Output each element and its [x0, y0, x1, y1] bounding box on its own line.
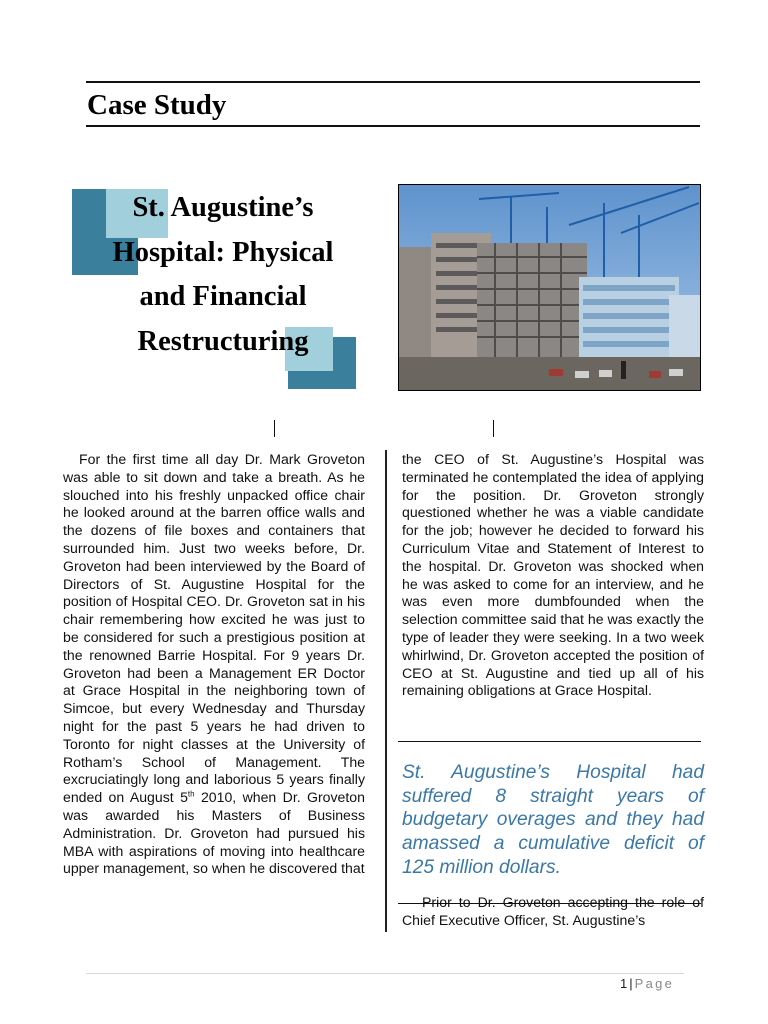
- construction-photo-illustration: [399, 185, 701, 391]
- body-left-column: [63, 451, 365, 878]
- body-right-column-bottom: Prior to Dr. Groveton accepting the role of Chief Executive Officer, St. Augustine’s: [402, 894, 704, 928]
- footer-rule: [86, 973, 684, 974]
- page-footer: [620, 976, 674, 991]
- column-marker-left: [274, 420, 275, 437]
- body-left-text-1: For the first time all day Dr. Mark Groveton was able to sit down and take a breath. As he slouched into his freshly unpacked office chair he looked around at the barren office walls and the dozens of file boxes and containers that surrounded him. Just two weeks before, Dr. Groveton had been interviewed by the Board of Directors of St. Augustine Hospital for the position of Hospital CEO. Dr. Groveton sat in his chair remembering how excited he was just to be considered for such a prestigious position at the renowned Barrie Hospital. For 9 years Dr. Groveton had been a Management ER Doctor at Grace Hospital in the neighboring town of Simcoe, but every Wednesday and Thursday night for the past 5 years he had driven to Toronto for night classes at the University of Rotham’s School of Management. The excruciatingly long and laborious 5 years finally ended on August 5: [63, 451, 365, 806]
- pull-quote: St. Augustine’s Hospital had suffered 8 straight years of budgetary overages and they had amassed a cumulative deficit of 125 million dollars.: [402, 762, 704, 878]
- page-number: 1: [620, 976, 628, 991]
- footer-separator: |: [629, 976, 633, 991]
- header-bottom-rule: [86, 125, 700, 127]
- header-top-rule: [86, 81, 700, 83]
- column-marker-right: [493, 420, 494, 437]
- ordinal-suffix: th: [187, 789, 195, 799]
- body-left-text-2: 2010, when Dr. Groveton was awarded his Masters of Business Administration. Dr. Groveton had pursued his MBA with aspirations of moving into healthcare upper management, so when he discovered that: [63, 789, 365, 877]
- hospital-construction-photo: [398, 184, 701, 391]
- page-heading: Case Study: [87, 89, 227, 121]
- body-right-column-top: the CEO of St. Augustine’s Hospital was terminated he contemplated the idea of applying for the position. Dr. Groveton strongly questioned whether he was a viable candidate for the job; however he decided to forward his Curriculum Vitae and Statement of Interest to the hospital. Dr. Groveton was shocked when he was asked to come for an interview, and he was even more dumbfounded when the selection committee said that he was exactly the type of leader they were seeking. In a two week whirlwind, Dr. Groveton accepted the position of CEO at St. Augustine and tied up all of his remaining obligations at Grace Hospital.: [402, 451, 704, 699]
- page-label: Page: [634, 976, 675, 991]
- column-divider: [385, 450, 387, 932]
- pull-quote-top-rule: [398, 741, 701, 742]
- article-title: St. Augustine’s Hospital: Physical and Financial Restructuring: [112, 192, 334, 357]
